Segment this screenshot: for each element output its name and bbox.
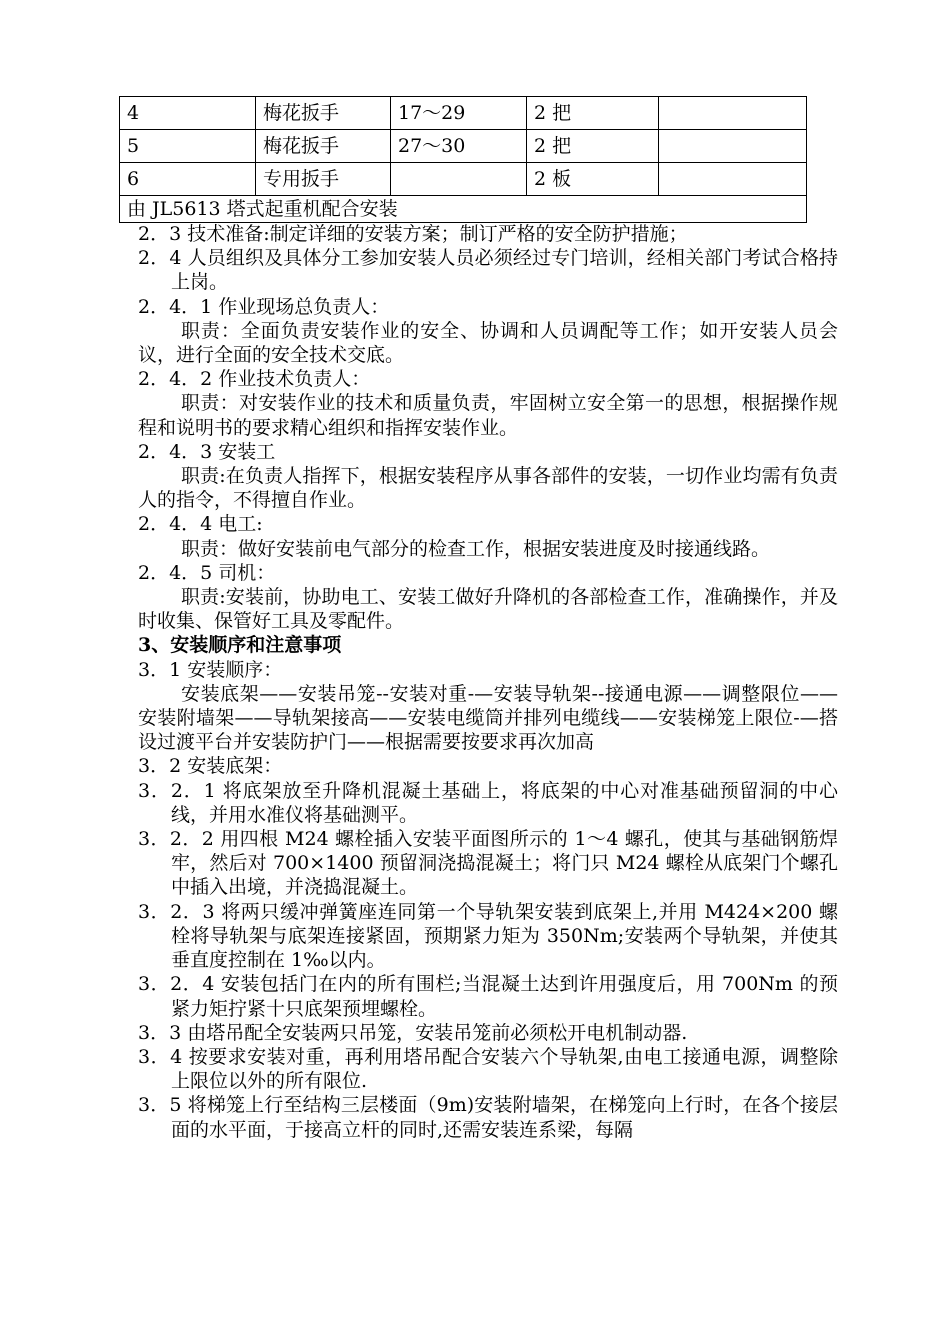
paragraph: 3．2 安装底架： bbox=[138, 755, 283, 778]
paragraph: 2．4．1 作业现场总负责人： bbox=[138, 295, 390, 318]
table-cell bbox=[659, 97, 807, 130]
paragraph: 3．1 安装顺序： bbox=[138, 658, 283, 681]
paragraph: 3．2．3 将两只缓冲弹簧座连同第一个导轨架安装到底架上,并用 M424×200 螺栓将导轨架与底架连接紧固，预期紧力矩为 350Nm;安装两个导轨架，并使其垂直度控制在 1‰以内。 bbox=[138, 900, 838, 972]
paragraph: 职责:安装前，协助电工、安装工做好升降机的各部检查工作，准确操作，并及时收集、保管好工具及零配件。 bbox=[138, 586, 838, 633]
paragraph: 3．5 将梯笼上行至结构三层楼面（9m)安装附墙架，在梯笼向上行时，在各个接层面的水平面，于接高立杆的同时,还需安装连系梁，每隔 bbox=[138, 1094, 838, 1141]
paragraph: 3．3 由塔吊配全安装两只吊笼，安装吊笼前必须松开电机制动器. bbox=[138, 1021, 688, 1044]
paragraph: 安装底架——安装吊笼--安装对重-—安装导轨架--接通电源——调整限位——安装附墙架——导轨架接高——安装电缆筒并排列电缆线——安装梯笼上限位-—搭设过渡平台并安装防护门——根据需要按要求再次加高 bbox=[138, 682, 838, 754]
paragraph: 2．4 人员组织及具体分工参加安装人员必须经过专门培训，经相关部门考试合格持上岗。 bbox=[138, 247, 838, 294]
table-cell: 6 bbox=[120, 163, 256, 196]
table-row bbox=[120, 130, 807, 163]
table-cell: 5 bbox=[120, 130, 256, 163]
paragraph: 职责：做好安装前电气部分的检查工作，根据安装进度及时接通线路。 bbox=[181, 537, 771, 560]
section-heading: 3、安装顺序和注意事项 bbox=[138, 634, 342, 657]
document-body bbox=[138, 222, 838, 1142]
table-cell: 梅花扳手 bbox=[256, 97, 391, 130]
table-row bbox=[120, 163, 807, 196]
paragraph: 3．2．4 安装包括门在内的所有围栏;当混凝土达到许用强度后，用 700Nm 的预紧力矩拧紧十只底架预埋螺栓。 bbox=[138, 973, 838, 1020]
paragraph: 2．4．3 安装工 bbox=[138, 440, 276, 463]
paragraph: 职责：全面负责安装作业的安全、协调和人员调配等工作；如开安装人员会议，进行全面的安全技术交底。 bbox=[138, 319, 838, 367]
paragraph: 3．2．1 将底架放至升降机混凝土基础上，将底架的中心对准基础预留洞的中心线，并用水准仪将基础测平。 bbox=[138, 779, 838, 826]
paragraph: 2．3 技术准备:制定详细的安装方案；制订严格的安全防护措施； bbox=[138, 223, 688, 245]
table-cell bbox=[659, 163, 807, 196]
table-cell: 梅花扳手 bbox=[256, 130, 391, 163]
table-cell bbox=[659, 130, 807, 163]
table-cell: 2 板 bbox=[527, 163, 659, 196]
paragraph: 2．4．2 作业技术负责人： bbox=[138, 368, 371, 391]
table-note-row bbox=[120, 196, 807, 223]
table-cell: 2 把 bbox=[527, 130, 659, 163]
table-cell: 专用扳手 bbox=[256, 163, 391, 196]
paragraph: 3．2．2 用四根 M24 螺栓插入安装平面图所示的 1～4 螺孔，使其与基础钢筋焊牢，然后对 700×1400 预留洞浇捣混凝土；将门只 M24 螺栓从底架门个螺孔中插入出境，并浇捣混凝土。 bbox=[138, 828, 838, 899]
table-cell: 17～29 bbox=[391, 97, 527, 130]
table-cell: 27～30 bbox=[391, 130, 527, 163]
paragraph: 3．4 按要求安装对重，再利用塔吊配合安装六个导轨架,由电工接通电源，调整除上限位以外的所有限位. bbox=[138, 1045, 838, 1093]
paragraph: 职责：对安装作业的技术和质量负责，牢固树立安全第一的思想，根据操作规程和说明书的要求精心组织和指挥安装作业。 bbox=[138, 392, 838, 439]
paragraph: 2．4．5 司机： bbox=[138, 561, 276, 584]
paragraph: 职责:在负责人指挥下，根据安装程序从事各部件的安装，一切作业均需有负责人的指令，不得擅自作业。 bbox=[138, 465, 838, 512]
paragraph: 2．4．4 电工: bbox=[138, 513, 263, 536]
table-row bbox=[120, 97, 807, 130]
tools-table bbox=[119, 96, 807, 223]
table-cell bbox=[391, 163, 527, 196]
table-cell: 2 把 bbox=[527, 97, 659, 130]
table-note: 由 JL5613 塔式起重机配合安装 bbox=[120, 196, 807, 223]
table-cell: 4 bbox=[120, 97, 256, 130]
